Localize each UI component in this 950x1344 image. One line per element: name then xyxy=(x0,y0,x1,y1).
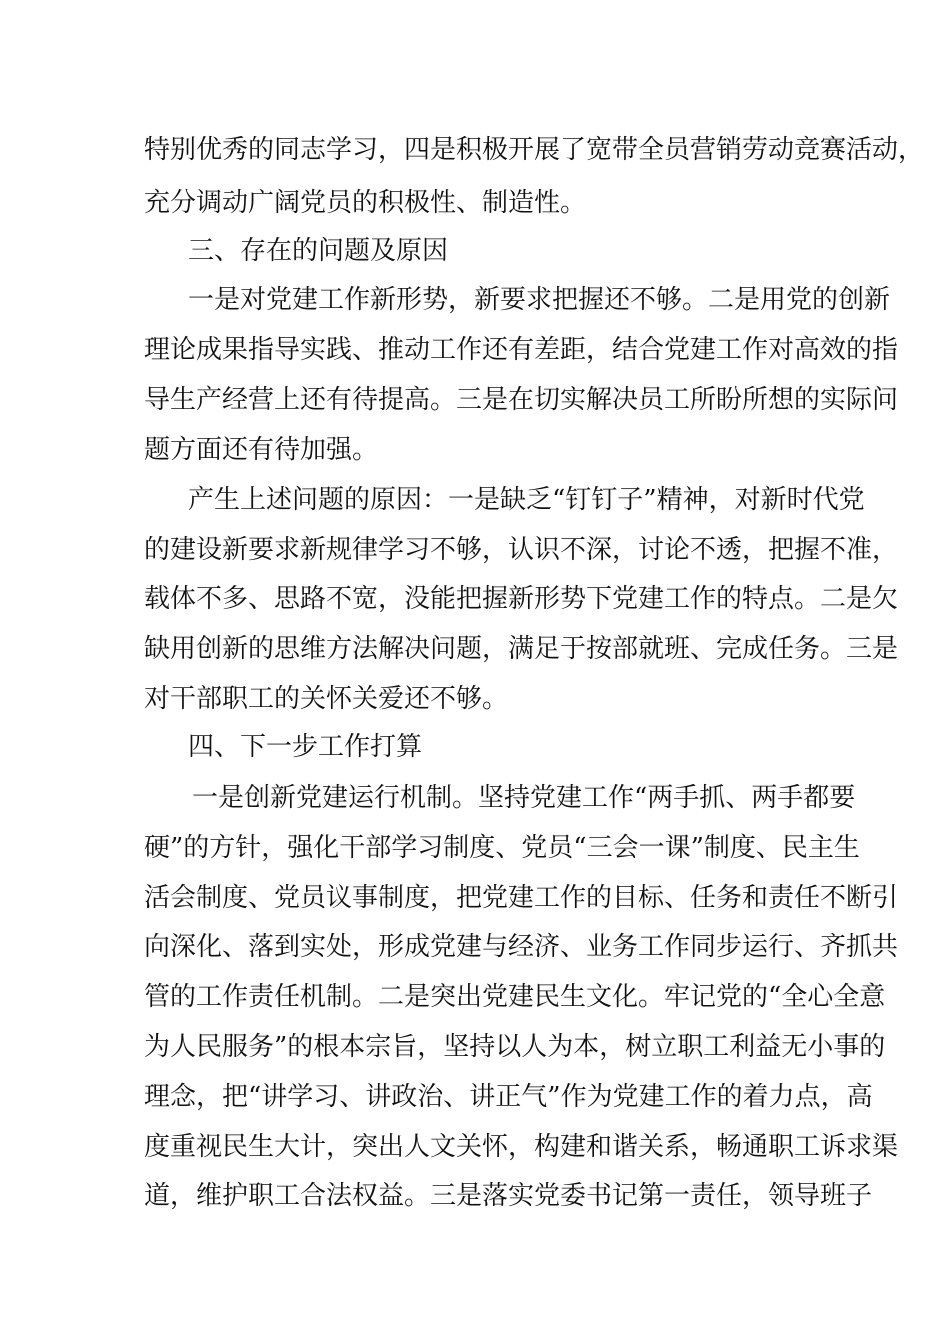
text-line-12: 对干部职工的关怀关爱还不够。 xyxy=(144,684,509,714)
text-line-17: 向深化、落到实处，形成党建与经济、业务工作同步运行、齐抓共 xyxy=(144,932,899,962)
text-line-4: 一是对党建工作新形势，新要求把握还不够。二是用党的创新 xyxy=(188,285,891,315)
text-line-6: 导生产经营上还有待提高。三是在切实解决员工所盼所想的实际问 xyxy=(144,385,899,415)
text-line-11: 缺用创新的思维方法解决问题，满足于按部就班、完成任务。三是 xyxy=(144,634,899,664)
section-heading-3: 三、存在的问题及原因 xyxy=(188,236,449,266)
text-line-10: 载体不多、思路不宽，没能把握新形势下党建工作的特点。二是欠 xyxy=(144,584,899,614)
text-line-2: 充分调动广阔党员的积极性、制造性。 xyxy=(144,188,587,218)
text-line-22: 道，维护职工合法权益。三是落实党委书记第一责任，领导班子 xyxy=(144,1181,873,1211)
section-heading-4: 四、下一步工作打算 xyxy=(188,732,423,762)
text-line-19: 为人民服务”的根本宗旨，坚持以人为本，树立职工利益无小事的 xyxy=(144,1032,886,1062)
text-line-15: 硬”的方针，强化干部学习制度、党员“三会一课”制度、民主生 xyxy=(144,833,860,863)
text-line-9: 的建设新要求新规律学习不够，认识不深，讨论不透，把握不准， xyxy=(144,535,899,565)
text-line-14: 一是创新党建运行机制。坚持党建工作“两手抓、两手都要 xyxy=(192,783,856,813)
text-line-8: 产生上述问题的原因：一是缺乏“钉钉子”精神，对新时代党 xyxy=(188,485,865,515)
text-line-5: 理论成果指导实践、推动工作还有差距，结合党建工作对高效的指 xyxy=(144,335,899,365)
text-line-7: 题方面还有待加强。 xyxy=(144,435,379,465)
text-line-20: 理念，把“讲学习、讲政治、讲正气”作为党建工作的着力点，高 xyxy=(144,1082,873,1112)
text-line-16: 活会制度、党员议事制度，把党建工作的目标、任务和责任不断引 xyxy=(144,883,899,913)
text-line-18: 管的工作责任机制。二是突出党建民生文化。牢记党的“全心全意 xyxy=(144,982,886,1012)
text-line-21: 度重视民生大计，突出人文关怀，构建和谐关系，畅通职工诉求渠 xyxy=(144,1132,899,1162)
text-line-1: 特别优秀的同志学习，四是积极开展了宽带全员营销劳动竞赛活动， xyxy=(144,135,925,165)
